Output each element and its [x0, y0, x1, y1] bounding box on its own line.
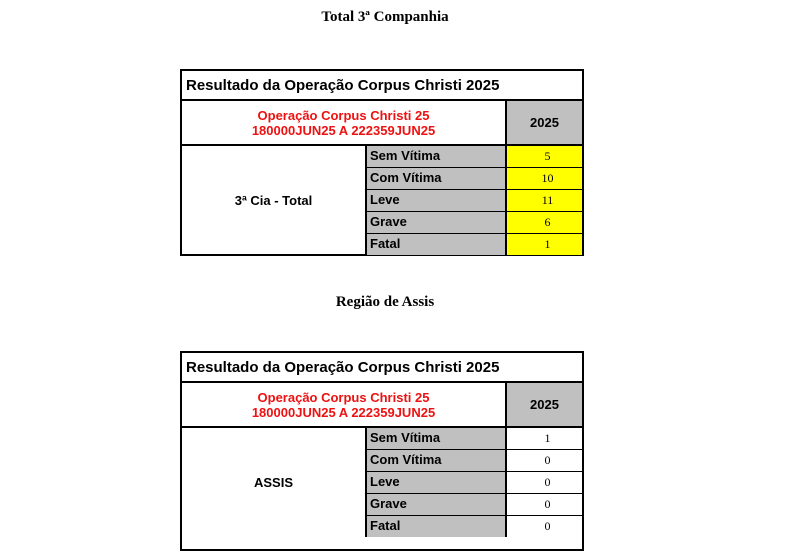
row-label: Grave [367, 494, 507, 515]
row-label: Grave [367, 212, 507, 233]
row-label: Com Vítima [367, 450, 507, 471]
operation-name [182, 383, 507, 426]
table-row [367, 167, 582, 189]
table-row [367, 211, 582, 233]
data-area [182, 146, 582, 255]
operation-line-1: Operação Corpus Christi 25 [257, 389, 430, 405]
table-title: Resultado da Operação Corpus Christi 2025 [182, 353, 582, 383]
table-row [367, 515, 582, 537]
row-value: 0 [544, 497, 551, 511]
table-row [367, 146, 582, 167]
result-rows [367, 146, 582, 255]
row-value: 1 [507, 234, 582, 255]
row-label: Fatal [367, 234, 507, 255]
operation-line-1: Operação Corpus Christi 25 [257, 107, 430, 123]
unit-label: 3ª Cia - Total [182, 146, 367, 255]
results-table-3-cia [180, 69, 584, 256]
row-value: 0 [544, 453, 551, 467]
section-heading-regiao-assis: Região de Assis [335, 294, 435, 310]
unit-label: ASSIS [182, 428, 367, 537]
row-label: Leve [367, 190, 507, 211]
operation-header-row [182, 383, 582, 428]
operation-period: 180000JUN25 A 222359JUN25 [251, 404, 436, 420]
section-heading-total-3-cia: Total 3ª Companhia [321, 9, 449, 25]
operation-header-row [182, 101, 582, 146]
row-label: Fatal [367, 516, 507, 537]
operation-name [182, 101, 507, 144]
table-row [367, 449, 582, 471]
row-value: 5 [507, 146, 582, 167]
row-value: 11 [507, 190, 582, 211]
row-label: Leve [367, 472, 507, 493]
operation-period: 180000JUN25 A 222359JUN25 [251, 122, 436, 138]
table-row [367, 189, 582, 211]
row-value: 0 [544, 519, 551, 533]
year-column-header: 2025 [507, 101, 582, 144]
table-row [367, 471, 582, 493]
table-row [367, 233, 582, 255]
row-value: 10 [507, 168, 582, 189]
results-table-assis [180, 351, 584, 551]
row-label: Sem Vítima [367, 428, 507, 449]
row-value: 1 [544, 431, 551, 445]
row-label: Com Vítima [367, 168, 507, 189]
year-column-header: 2025 [507, 383, 582, 426]
table-row [367, 493, 582, 515]
result-rows [367, 428, 582, 537]
row-value: 6 [507, 212, 582, 233]
row-value: 0 [544, 475, 551, 489]
row-label: Sem Vítima [367, 146, 507, 167]
table-title: Resultado da Operação Corpus Christi 2025 [182, 71, 582, 101]
table-row [367, 428, 582, 449]
data-area [182, 428, 582, 537]
